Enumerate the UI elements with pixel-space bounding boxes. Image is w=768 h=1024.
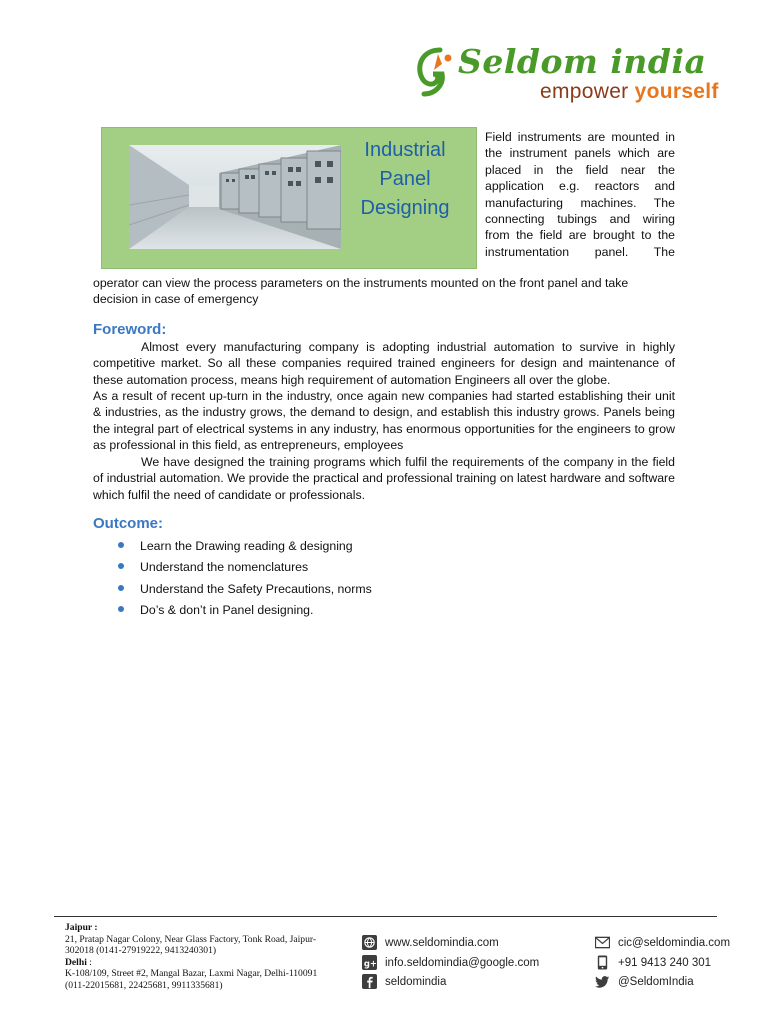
outcome-item-label: Understand the nomenclatures	[140, 560, 309, 575]
bullet-icon	[118, 585, 124, 591]
phone-link[interactable]	[595, 955, 711, 970]
delhi-address-line2: (011-22015681, 22425681, 9911335681)	[65, 979, 223, 991]
outcome-list	[118, 538, 538, 623]
logo-name: Seldom india	[458, 42, 707, 81]
bullet-icon	[118, 606, 124, 612]
outcome-item-label: Learn the Drawing reading & designing	[140, 539, 353, 553]
seldom-india-logo	[412, 42, 722, 106]
foreword-heading: Foreword:	[93, 321, 167, 338]
facebook-icon	[362, 974, 377, 989]
facebook-link[interactable]	[362, 974, 446, 989]
svg-text:g+: g+	[363, 958, 377, 969]
jaipur-address-line1: 21, Pratap Nagar Colony, Near Glass Factory, Tonk Road, Jaipur-	[65, 933, 317, 945]
jaipur-address-line2: 302018 (0141-27919222, 9413240301)	[65, 945, 217, 957]
email-text: cic@seldomindia.com	[618, 936, 731, 949]
course-banner	[101, 127, 477, 269]
globe-icon	[362, 935, 377, 950]
outcome-item-label: Do’s & don’t in Panel designing.	[140, 602, 314, 617]
intro-continued-text: operator can view the process parameters on the instruments mounted on the front panel and take decision in case of emergency	[93, 276, 629, 307]
delhi-address-line1: K-108/109, Street #2, Mangal Bazar, Laxmi Nagar, Delhi-110091	[65, 968, 318, 980]
facebook-text: seldomindia	[385, 975, 447, 988]
list-item	[118, 602, 538, 623]
google-plus-icon	[362, 955, 377, 970]
foreword-paragraph-3: We have designed the training programs which fulfil the requirements of the company in the field of industrial automation. We provide the practical and professional training on latest hardware and software which fulfil the need of candidate or professionals.	[93, 455, 675, 502]
logo-swoosh-icon	[412, 44, 456, 100]
outcome-item-label: Understand the Safety Precautions, norms	[140, 581, 372, 596]
list-item	[118, 559, 538, 580]
foreword-paragraph-2: As a result of recent up-turn in the industry, once again new companies had started establishing their unit & industries, as the industry grows, the demand to design, and establish this industry grows. Panels being the integral part of electrical systems in any industry, has enormous opportunities for the engineers to grow as professional in this field, as entrepreneurs, employees	[93, 389, 675, 453]
twitter-text: @SeldomIndia	[618, 975, 694, 988]
footer-addresses	[65, 922, 347, 992]
phone-icon	[595, 955, 610, 970]
banner-title-line2: Panel	[379, 168, 431, 190]
twitter-link[interactable]	[595, 974, 694, 989]
foreword-paragraph-1: Almost every manufacturing company is adopting industrial automation to survive in highly competitive market. So all these companies required trained engineers for design and maintenance of these automation process, means high requirement of automation Engineers all over the globe.	[93, 340, 675, 387]
twitter-icon	[595, 974, 610, 989]
footer-divider	[54, 916, 717, 917]
google-plus-link[interactable]	[362, 955, 539, 970]
instrument-panels-photo	[129, 145, 341, 249]
email-link[interactable]	[595, 935, 730, 950]
delhi-label-sep: :	[86, 956, 92, 968]
banner-title-line1: Industrial	[364, 139, 446, 161]
website-link[interactable]	[362, 935, 499, 950]
bullet-icon	[118, 563, 124, 569]
intro-side-text: Field instruments are mounted in the instrument panels which are placed in the field near the application e.g. reactors and manufacturing machines. The connecting tubings and wiring from the field are brought to the instrumentation panel. The	[485, 130, 675, 259]
list-item	[118, 538, 538, 559]
mail-icon	[595, 935, 610, 950]
jaipur-label: Jaipur :	[65, 922, 98, 933]
list-item	[118, 581, 538, 602]
website-text: www.seldomindia.com	[385, 936, 499, 949]
phone-text: +91 9413 240 301	[618, 956, 712, 969]
outcome-heading: Outcome:	[93, 515, 164, 532]
banner-title-line3: Designing	[360, 197, 450, 219]
logo-tagline	[540, 80, 719, 104]
banner-title	[346, 136, 464, 223]
google-plus-text: info.seldomindia@google.com	[385, 956, 540, 969]
bullet-icon	[118, 542, 124, 548]
delhi-label: Delhi	[65, 956, 87, 968]
tagline-empower: empower	[540, 80, 635, 103]
delhi-label-row	[65, 957, 347, 969]
tagline-yourself: yourself	[634, 80, 719, 103]
